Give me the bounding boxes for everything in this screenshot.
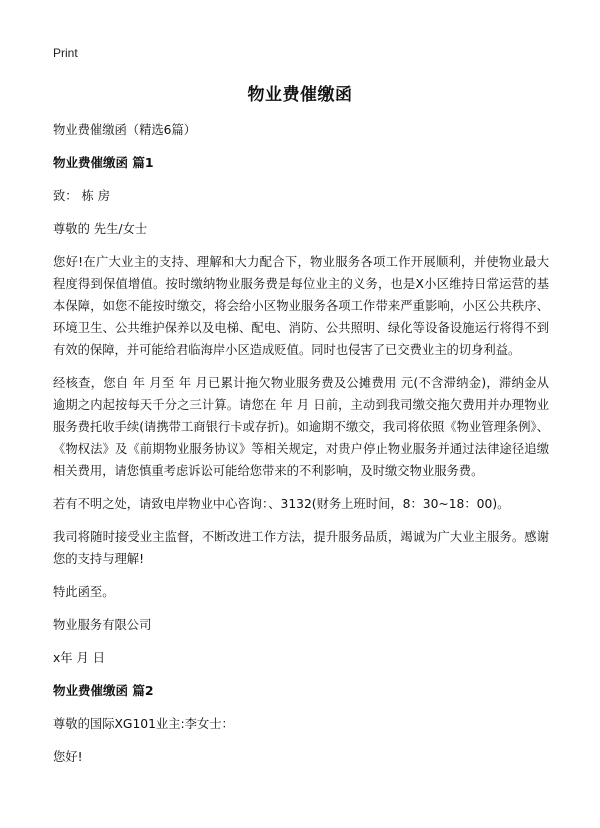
section-2-greeting: 您好! bbox=[53, 750, 83, 764]
section-1-paragraph-2: 经核查，您自 年 月至 年 月已累计拖欠物业服务费及公摊费用 元(不含滞纳金)，滞纳金从逾期之内起按每天千分之三计算。请您在 年 月 日前，主动到我司缴交拖欠费用并办理物业服务费托收手续(请携带工商银行卡或存折)。如逾期不缴交，我司将依照《物业管理条例》、《物权法》及《前期物业服务协议》等相关规定，对贵户停止物业服务并通过法律途径追缴相关费用，请您慎重考虑诉讼可能给您带来的不利影响，及时缴交物业服务费。 bbox=[53, 376, 549, 478]
section-2-heading: 物业费催缴函 篇2 bbox=[53, 683, 154, 698]
section-2-salutation: 尊敬的国际XG101业主:李女士： bbox=[53, 717, 234, 731]
print-label: Print bbox=[53, 46, 78, 60]
section-1-company: 物业服务有限公司 bbox=[53, 618, 152, 632]
section-1-recipient: 致： 栋 房 bbox=[53, 189, 111, 203]
section-1-closing: 特此函至。 bbox=[53, 585, 115, 599]
section-1-paragraph-4: 我司将随时接受业主监督，不断改进工作方法，提升服务品质，竭诚为广大业主服务。感谢您的支持与理解! bbox=[53, 530, 549, 566]
document-body bbox=[53, 119, 549, 779]
section-1-paragraph-3: 若有不明之处，请致电岸物业中心咨询：、3132(财务上班时间，8：30~18：00)。 bbox=[53, 497, 510, 511]
document-subtitle: 物业费催缴函（精选6篇） bbox=[53, 123, 197, 137]
section-1-heading: 物业费催缴函 篇1 bbox=[53, 155, 154, 170]
section-1-paragraph-1: 您好!在广大业主的支持、理解和大力配合下，物业服务各项工作开展顺利，并使物业最大程度得到保值增值。按时缴纳物业服务费是每位业主的义务，也是X小区维持日常运营的基本保障，如您不能按时缴交，将会给小区物业服务各项工作带来严重影响，小区公共秩序、环境卫生、公共维护保养以及电梯、配电、消防、公共照明、绿化等设备设施运行将得不到有效的保障，并可能给君临海岸小区造成贬值。同时也侵害了已交费业主的切身利益。 bbox=[53, 255, 549, 357]
document-title: 物业费催缴函 bbox=[247, 85, 353, 105]
section-1-salutation: 尊敬的 先生/女士 bbox=[53, 222, 148, 236]
section-1-date: x年 月 日 bbox=[53, 651, 105, 665]
